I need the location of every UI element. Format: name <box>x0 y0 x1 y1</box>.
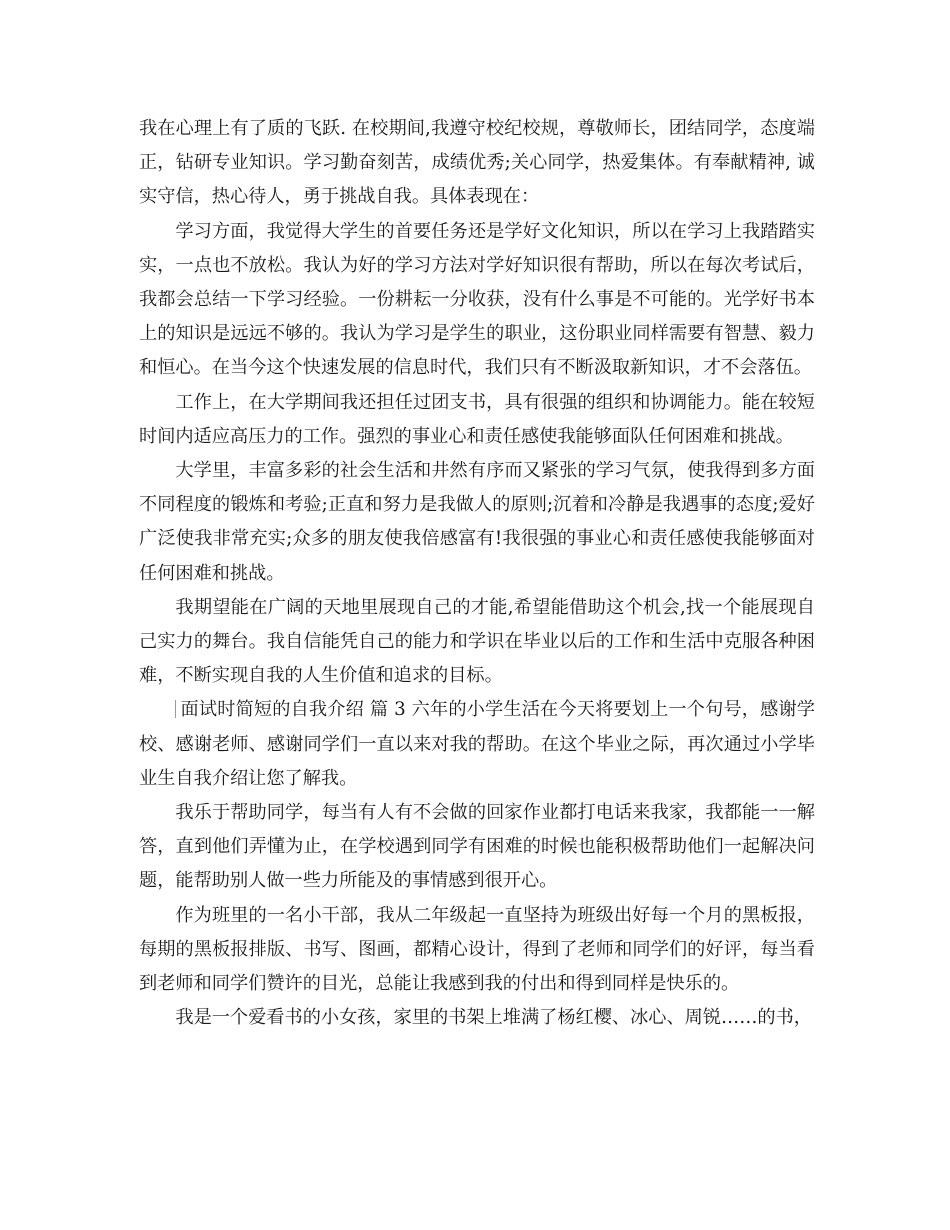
document-body <box>139 112 815 1035</box>
paragraph-6-text: 面试时简短的自我介绍 篇 3 六年的小学生活在今天将要划上一个句号，感谢学校、感谢老师、感谢同学们一直以来对我的帮助。在这个毕业之际，再次通过小学毕业生自我介绍让您了解我。 <box>139 699 815 789</box>
paragraph-8: 作为班里的一名小干部，我从二年级起一直坚持为班级出好每一个月的黑板报，每期的黑板报排版、书写、图画，都精心设计，得到了老师和同学们的好评，每当看到老师和同学们赞许的目光，总能让我感到我的付出和得到同样是快乐的。 <box>139 904 815 995</box>
paragraph-7: 我乐于帮助同学，每当有人有不会做的回家作业都打电话来我家，我都能一一解答，直到他们弄懂为止，在学校遇到同学有困难的时候也能积极帮助他们一起解决问题，能帮助别人做一些力所能及的事情感到很开心。 <box>139 802 815 892</box>
text-cursor-marker <box>175 700 176 718</box>
paragraph-2: 学习方面，我觉得大学生的首要任务还是学好文化知识，所以在学习上我踏踏实实，一点也不放松。我认为好的学习方法对学好知识很有帮助，所以在每次考试后，我都会总结一下学习经验。一份耕耘一分收获，没有什么事是不可能的。光学好书本上的知识是远远不够的。我认为学习是学生的职业，这份职业同样需要有智慧、毅力和恒心。在当今这个快速发展的信息时代，我们只有不断汲取新知识，才不会落伍。 <box>139 220 815 379</box>
paragraph-5: 我期望能在广阔的天地里展现自己的才能,希望能借助这个机会,找一个能展现自己实力的舞台。我自信能凭自己的能力和学识在毕业以后的工作和生活中克服各种困难，不断实现自我的人生价值和追求的目标。 <box>139 596 815 687</box>
paragraph-9: 我是一个爱看书的小女孩，家里的书架上堆满了杨红樱、冰心、周锐……的书， <box>175 1007 812 1029</box>
paragraph-6 <box>139 693 815 796</box>
paragraph-3: 工作上，在大学期间我还担任过团支书，具有很强的组织和协调能力。能在较短时间内适应高压力的工作。强烈的事业心和责任感使我能够面队任何困难和挑战。 <box>139 391 815 447</box>
paragraph-1: 我在心理上有了质的飞跃. 在校期间,我遵守校纪校规，尊敬师长，团结同学，态度端正，钻研专业知识。学习勤奋刻苦，成绩优秀;关心同学，热爱集体。有奉献精神, 诚实守信，热心待人，勇于挑战自我。具体表现在： <box>139 118 815 208</box>
paragraph-4: 大学里，丰富多彩的社会生活和井然有序而又紧张的学习气氛，使我得到多方面不同程度的锻炼和考验;正直和努力是我做人的原则;沉着和冷静是我遇事的态度;爱好广泛使我非常充实;众多的朋友使我倍感富有!我很强的事业心和责任感使我能够面对任何困难和挑战。 <box>139 460 815 584</box>
